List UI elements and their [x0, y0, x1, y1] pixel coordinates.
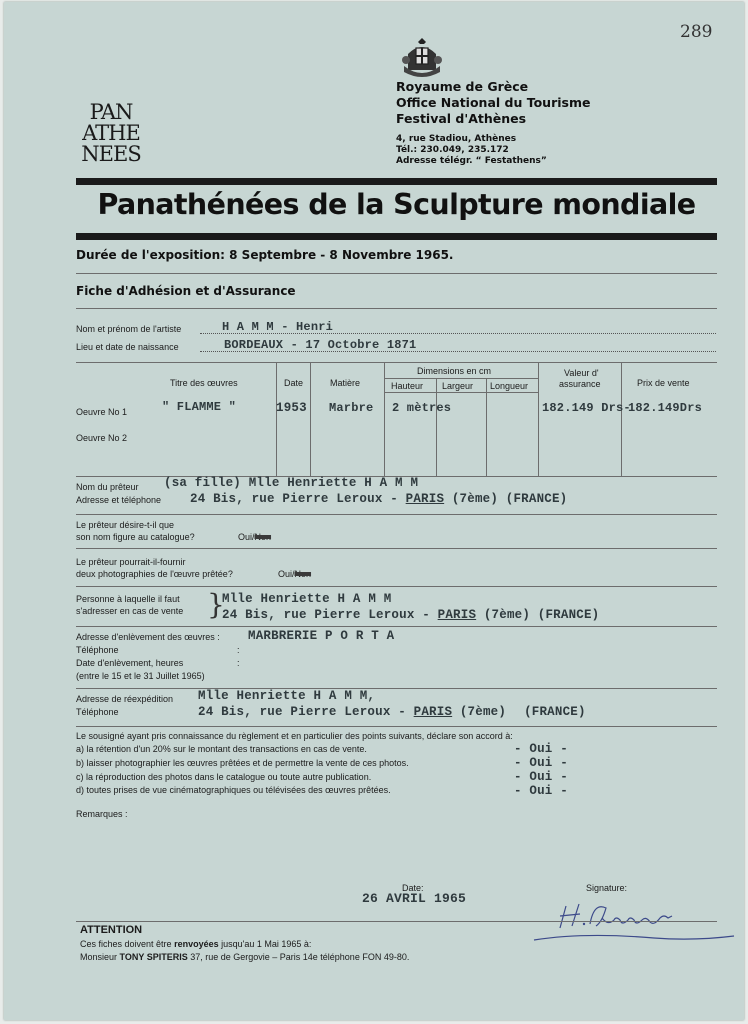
divider: [76, 921, 717, 922]
form-title: Fiche d'Adhésion et d'Assurance: [76, 284, 296, 298]
photos-oui: Oui/: [278, 569, 295, 579]
contact-rest: (7ème) (FRANCE): [476, 608, 600, 622]
agreement-item-a: a) la rétention d'un 20% sur le montant des transactions en cas de vente.: [76, 744, 367, 754]
lender-name-value: (sa fille) Mlle Henriette H A M M: [164, 476, 419, 490]
table-col-line: [621, 362, 622, 476]
col-header-prix: Prix de vente: [637, 378, 690, 388]
col-header-date: Date: [284, 378, 304, 388]
photos-question-1: Le prêteur pourrait-il-fournir: [76, 557, 186, 567]
photos-non-struck: Non: [294, 569, 312, 579]
remarks-label: Remarques :: [76, 809, 128, 819]
artist-name-value: H A M M - Henri: [222, 320, 334, 334]
col-header-dimensions: Dimensions en cm: [417, 366, 492, 376]
date-value: 26 AVRIL 1965: [362, 891, 467, 906]
attention-line-2-bold: TONY SPITERIS: [119, 952, 188, 962]
table-col-line: [310, 362, 311, 476]
agreement-intro: Le sousigné ayant pris connaissance du règlement et en particulier des points suivants, déclare son accord à:: [76, 731, 513, 741]
org-line-1: Royaume de Grèce: [396, 79, 529, 94]
exhibition-duration: Durée de l'exposition: 8 Septembre - 8 Novembre 1965.: [76, 248, 454, 262]
contact-brace: }: [207, 588, 225, 621]
divider: [76, 726, 717, 727]
work-1-price-clip: [622, 398, 744, 418]
pickup-address-value: MARBRERIE P O R T A: [248, 629, 395, 643]
col-header-titre: Titre des œuvres: [170, 378, 238, 388]
main-title: Panathénées de la Sculpture mondiale: [97, 188, 696, 221]
pickup-date-colon: :: [237, 658, 240, 668]
work-1-insurance-value: 182.149 Drs-: [542, 401, 631, 415]
row-label-oeuvre-2: Oeuvre No 2: [76, 433, 128, 443]
agreement-item-d: d) toutes prises de vue cinématographiques ou télévisées des œuvres prêtées.: [76, 785, 391, 795]
contact-label-2: s'adresser en cas de vente: [76, 606, 184, 616]
artist-birth-value: BORDEAUX - 17 Octobre 1871: [224, 338, 417, 352]
date-label: Date:: [402, 883, 424, 893]
return-value-1: Mlle Henriette H A M M,: [198, 689, 376, 703]
divider: [76, 548, 717, 549]
row-label-oeuvre-1: Oeuvre No 1: [76, 407, 128, 417]
agreement-item-b: b) laisser photographier les œuvres prêtées et de permettre la vente de ces photos.: [76, 758, 409, 768]
pickup-date-label: Date d'enlèvement, heures: [76, 658, 184, 668]
contact-street: 24 Bis, rue Pierre Leroux -: [222, 608, 438, 622]
pickup-address-label: Adresse d'enlèvement des œuvres :: [76, 632, 220, 642]
logo-line-2: ATHE: [82, 121, 140, 145]
signature-label: Signature:: [586, 883, 628, 893]
attention-line-2: [80, 952, 409, 962]
divider: [76, 273, 717, 274]
work-1-height: 2 mètres: [392, 401, 452, 415]
logo-line-3: NEES: [81, 142, 141, 166]
panathenees-logo: [76, 102, 146, 165]
agreement-answer-d: - Oui -: [514, 784, 568, 798]
catalogue-oui: Oui/: [238, 532, 255, 542]
return-country: (FRANCE): [524, 705, 586, 719]
lender-address-street: 24 Bis, rue Pierre Leroux -: [190, 492, 406, 506]
attention-line-1-start: Ces fiches doivent être: [80, 939, 175, 949]
agreement-answer-b: - Oui -: [514, 756, 568, 770]
logo-line-1: PAN: [89, 100, 133, 124]
divider: [76, 514, 717, 515]
catalogue-non-struck: Non: [254, 532, 272, 542]
photos-answer: [278, 569, 311, 579]
divider: [76, 626, 717, 627]
return-arrondissement: (7ème): [452, 705, 507, 719]
col-header-matiere: Matière: [330, 378, 361, 388]
attention-line-2-end: 37, rue de Gergovie – Paris 14e téléphone FON 49-80.: [187, 952, 410, 962]
divider: [76, 586, 717, 587]
work-1-title: " FLAMME ": [162, 400, 237, 414]
catalogue-question-2: son nom figure au catalogue?: [76, 532, 195, 542]
page-number: 289: [680, 22, 713, 42]
agreement-item-c: c) la réproduction des photos dans le catalogue ou toute autre publication.: [76, 772, 372, 782]
agreement-answer-a: - Oui -: [514, 742, 568, 756]
work-1-date: 1953: [276, 401, 307, 415]
col-header-valeur-1: Valeur d': [564, 368, 599, 378]
agreement-answer-c: - Oui -: [514, 770, 568, 784]
artist-birth-label: Lieu et date de naissance: [76, 342, 179, 352]
return-phone-label: Téléphone: [76, 707, 119, 717]
return-address-label: Adresse de réexpédition: [76, 694, 174, 704]
contact-value-2: [222, 608, 599, 622]
col-header-hauteur: Hauteur: [391, 381, 424, 391]
divider: [76, 308, 717, 309]
contact-city: PARIS: [437, 608, 477, 622]
org-telegraph: Adresse télégr. “ Festathens”: [396, 156, 547, 166]
pickup-phone-label: Téléphone: [76, 645, 119, 655]
col-header-valeur-2: assurance: [559, 379, 601, 389]
return-street: 24 Bis, rue Pierre Leroux -: [198, 705, 414, 719]
org-address: 4, rue Stadiou, Athènes: [396, 134, 517, 144]
handwritten-signature: [524, 894, 744, 952]
attention-line-2-start: Monsieur: [80, 952, 120, 962]
title-bar-top: [76, 178, 717, 185]
pickup-date-note: (entre le 15 et le 31 Juillet 1965): [76, 671, 205, 681]
catalogue-question-1: Le prêteur désire-t-il que: [76, 520, 175, 530]
artist-name-label: Nom et prénom de l'artiste: [76, 324, 182, 334]
lender-address-city: PARIS: [405, 492, 445, 506]
contact-value-1: Mlle Henriette H A M M: [222, 592, 392, 606]
contact-label-1: Personne à laquelle il faut: [76, 594, 180, 604]
attention-line-1-bold: renvoyées: [174, 939, 219, 949]
attention-line-1-end: jusqu'au 1 Mai 1965 à:: [218, 939, 312, 949]
table-col-line: [436, 379, 437, 476]
title-bar-bottom: [76, 233, 717, 240]
work-1-price: 182.149Drs: [628, 401, 703, 415]
lender-address-label: Adresse et téléphone: [76, 495, 162, 505]
divider: [76, 688, 717, 689]
table-col-line: [486, 379, 487, 476]
org-telephone: Tél.: 230.049, 235.172: [396, 145, 509, 155]
org-line-3: Festival d'Athènes: [396, 111, 527, 126]
lender-name-label: Nom du prêteur: [76, 482, 139, 492]
dimensions-sub-line: [384, 378, 538, 379]
photos-question-2: deux photographies de l'œuvre prêtée?: [76, 569, 233, 579]
catalogue-answer: [238, 532, 271, 542]
pickup-phone-colon: :: [237, 645, 240, 655]
attention-line-1: [80, 939, 311, 949]
attention-title: ATTENTION: [80, 924, 143, 936]
table-col-line: [384, 362, 385, 476]
lender-address-value: [190, 492, 567, 506]
document-sheet: [4, 2, 744, 1020]
lender-address-rest: (7ème) (FRANCE): [444, 492, 568, 506]
table-header-line: [384, 392, 538, 393]
return-value-2: [198, 705, 586, 719]
table-col-line: [538, 362, 539, 476]
org-line-2: Office National du Tourisme: [396, 95, 591, 110]
coat-of-arms-icon: [398, 36, 446, 78]
col-header-largeur: Largeur: [442, 381, 474, 391]
return-city: PARIS: [413, 705, 453, 719]
table-col-line: [276, 362, 277, 476]
col-header-longueur: Longueur: [490, 381, 529, 391]
work-1-material: Marbre: [329, 401, 374, 415]
